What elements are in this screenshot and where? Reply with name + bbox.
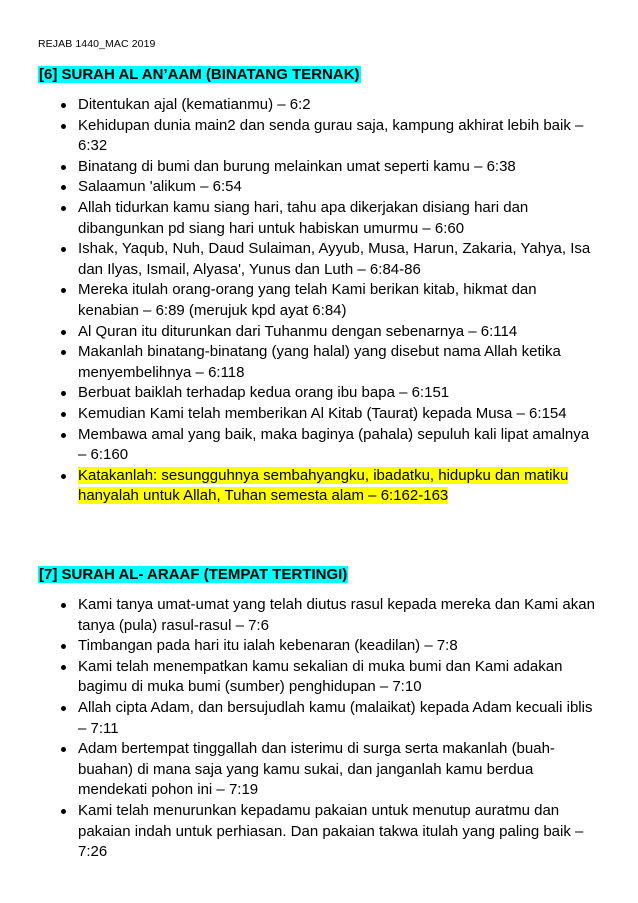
- bullet-icon: [61, 747, 66, 752]
- list-item-text: Membawa amal yang baik, maka baginya (pahala) sepuluh kali lipat amalnya – 6:160: [78, 425, 590, 464]
- section-title: [6] SURAH AL AN’AAM (BINATANG TERNAK): [39, 66, 360, 83]
- bullet-icon: [61, 247, 66, 252]
- list-item: [38, 425, 598, 466]
- bullet-icon: [61, 330, 66, 335]
- list-item: [38, 383, 598, 404]
- bullet-list: [38, 595, 598, 863]
- header-tag: REJAB 1440_MAC 2019: [38, 38, 156, 50]
- bullet-icon: [61, 433, 66, 438]
- bullet-icon: [61, 412, 66, 417]
- section-surah-al-araaf: [38, 566, 598, 863]
- list-item-text: Kemudian Kami telah memberikan Al Kitab (Taurat) kepada Musa – 6:154: [78, 404, 567, 422]
- list-item: [38, 95, 598, 116]
- bullet-icon: [61, 288, 66, 293]
- bullet-icon: [61, 165, 66, 170]
- list-item: [38, 198, 598, 239]
- list-item-text: Adam bertempat tinggallah dan isterimu di surga serta makanlah (buah-buahan) di mana saja yang kamu sukai, dan janganlah kamu berdua mendekati pohon ini – 7:19: [78, 740, 555, 799]
- bullet-icon: [61, 103, 66, 108]
- bullet-icon: [61, 603, 66, 608]
- list-item: [38, 739, 598, 801]
- bullet-icon: [61, 185, 66, 190]
- bullet-icon: [61, 644, 66, 649]
- list-item: [38, 801, 598, 863]
- list-item-text: Makanlah binatang-binatang (yang halal) yang disebut nama Allah ketika menyembelihnya – 6:118: [78, 343, 561, 381]
- list-item: [38, 157, 598, 178]
- list-item-text: Binatang di bumi dan burung melainkan umat seperti kamu – 6:38: [78, 157, 516, 175]
- list-item: [38, 595, 598, 636]
- list-item: [38, 657, 598, 698]
- list-item-text: Allah cipta Adam, dan bersujudlah kamu (malaikat) kepada Adam kecuali iblis – 7:11: [78, 698, 593, 737]
- list-item-text: Mereka itulah orang-orang yang telah Kami berikan kitab, hikmat dan kenabian – 6:89 (merujuk kpd ayat 6:84): [78, 281, 537, 319]
- list-item-text: Berbuat baiklah terhadap kedua orang ibu bapa – 6:151: [78, 384, 450, 402]
- section-title: [7] SURAH AL- ARAAF (TEMPAT TERTINGI): [39, 566, 348, 583]
- list-item-text: Kami telah menurunkan kepadamu pakaian untuk menutup auratmu dan pakaian indah untuk perhiasan. Dan pakaian takwa itulah yang paling baik – 7:26: [78, 801, 584, 861]
- list-item: [38, 239, 598, 280]
- list-item-text: Kami tanya umat-umat yang telah diutus rasul kepada mereka dan Kami akan tanya (pula) rasul-rasul – 7:6: [78, 596, 595, 634]
- list-item-text: Allah tidurkan kamu siang hari, tahu apa dikerjakan disiang hari dan dibangunkan pd siang hari untuk habiskan umurmu – 6:60: [78, 198, 529, 237]
- list-item-text: Kehidupan dunia main2 dan senda gurau saja, kampung akhirat lebih baik – 6:32: [78, 116, 584, 155]
- list-item-text: Al Quran itu diturunkan dari Tuhanmu dengan sebenarnya – 6:114: [78, 322, 518, 340]
- list-item: [38, 698, 598, 739]
- bullet-icon: [61, 124, 66, 129]
- bullet-icon: [61, 474, 66, 479]
- bullet-icon: [61, 665, 66, 670]
- list-item: [38, 116, 598, 157]
- bullet-icon: [61, 809, 66, 814]
- bullet-icon: [61, 706, 66, 711]
- bullet-list: [38, 95, 598, 507]
- list-item-text: Kami telah menempatkan kamu sekalian di muka bumi dan Kami adakan bagimu di muka bumi (sumber) penghidupan – 7:10: [78, 657, 563, 696]
- list-item: [38, 636, 598, 657]
- list-item: [38, 280, 598, 321]
- list-item-text: Ditentukan ajal (kematianmu) – 6:2: [78, 96, 311, 113]
- list-item: [38, 177, 598, 198]
- bullet-icon: [61, 350, 66, 355]
- list-item-highlighted: [38, 466, 598, 507]
- list-item-text: Salaamun 'alikum – 6:54: [78, 178, 242, 196]
- bullet-icon: [61, 391, 66, 396]
- list-item-text: Timbangan pada hari itu ialah kebenaran (keadilan) – 7:8: [78, 637, 458, 655]
- list-item: [38, 342, 598, 383]
- list-item-text: Katakanlah: sesungguhnya sembahyangku, ibadatku, hidupku dan matiku hanyalah untuk Allah, Tuhan semesta alam – 6:162-163: [78, 466, 569, 505]
- list-item: [38, 404, 598, 425]
- list-item: [38, 322, 598, 343]
- list-item-text: Ishak, Yaqub, Nuh, Daud Sulaiman, Ayyub, Musa, Harun, Zakaria, Yahya, Isa dan Ilyas, Ismail, Alyasa', Yunus dan Luth – 6:84-86: [78, 240, 591, 278]
- section-surah-al-anaam: [38, 66, 598, 507]
- bullet-icon: [61, 206, 66, 211]
